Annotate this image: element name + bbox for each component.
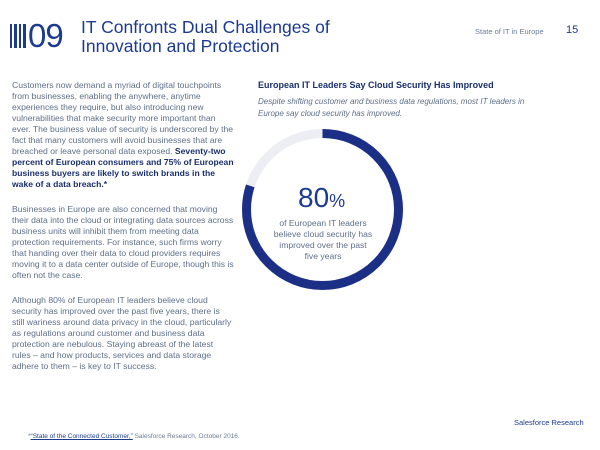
stat-title: European IT Leaders Say Cloud Security Has Improved bbox=[258, 80, 494, 90]
page-title: IT Confronts Dual Challenges of Innovation and Protection bbox=[81, 17, 330, 56]
stat-value-number: 80 bbox=[298, 182, 330, 213]
stat-subtitle: Despite shifting customer and business data regulations, most IT leaders in Europe say cloud security has improved. bbox=[258, 97, 525, 118]
footnote-mark: * bbox=[28, 433, 31, 440]
report-name: State of IT in Europe bbox=[475, 27, 544, 36]
footnote bbox=[28, 433, 240, 440]
paragraph-3: Although 80% of European IT leaders believe cloud security has improved over the past five years, there is still wariness around data privacy in the cloud, particularly as regulations around customer and business data protection are nebulous. Staying abreast of the latest rules – and how products, services and data storage adhere to them – is key to IT success. bbox=[12, 295, 232, 371]
page-number: 15 bbox=[566, 24, 579, 36]
stat-value-unit: % bbox=[329, 191, 346, 211]
source-label: Salesforce Research bbox=[514, 418, 584, 427]
paragraph-1-text: Customers now demand a myriad of digital touchpoints from businesses, enabling the anywhere, anytime experiences they require, but also introducing new vulnerabilities that make security more important than ever. The business value of security is underscored by the fact that many customers will avoid businesses that are breached or leave personal data exposed. bbox=[12, 80, 234, 156]
paragraph-1 bbox=[12, 80, 234, 190]
chapter-number: 09 bbox=[28, 17, 63, 54]
stat-value bbox=[298, 183, 345, 216]
body-text bbox=[12, 80, 234, 386]
footnote-link[interactable]: “State of the Connected Customer,” bbox=[30, 433, 133, 440]
brand-bars-logo bbox=[10, 24, 26, 48]
footnote-text: Salesforce Research, October 2016. bbox=[132, 433, 240, 440]
stat-caption: of European IT leaders believe cloud security has improved over the past five years bbox=[273, 218, 373, 261]
paragraph-1-highlight: Seventy-two percent of European consumers and 75% of European business buyers are likely to switch brands in the wake of a data breach.* bbox=[12, 146, 234, 189]
paragraph-2: Businesses in Europe are also concerned that moving their data into the cloud or integrating data sources across business units will inhibit them from meeting data protection requirements. For instance, such firms worry that handing over their data to cloud providers requires moving it to a data center outside of Europe, though this is often not the case. bbox=[12, 204, 234, 280]
